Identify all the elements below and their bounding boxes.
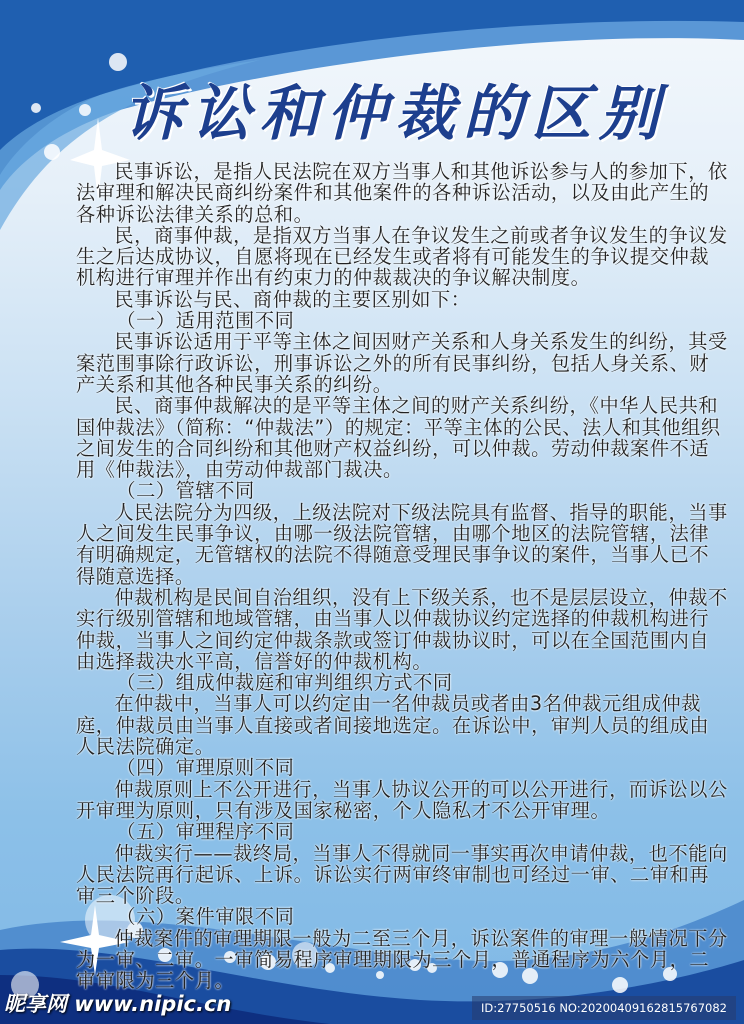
paragraph: 民、商事仲裁解决的是平等主体之间的财产关系纠纷，《中华人民共和国仲裁法》（简称：“仲裁法”）的规定：平等主体的公民、法人和其他组织之间发生的合同纠纷和其他财产权益纠纷，可以仲裁。劳动仲裁案件不适用《仲裁法》，由劳动仲裁部门裁决。 xyxy=(76,394,721,482)
paragraph: 仲裁原则上不公开进行，当事人协议公开的可以公开进行，而诉讼以公开审理为原则，只有涉及国家秘密，个人隐私才不公开审理。 xyxy=(76,777,728,822)
section-heading: （二）管辖不同 xyxy=(116,479,255,503)
paragraph: 在仲裁中，当事人可以约定由一名仲裁员或者由3名仲裁元组成仲裁庭，仲裁员由当事人直接或者间接地选定。在诉讼中，审判人员的组成由人民法院确定。 xyxy=(76,692,710,759)
section-heading: （四）审理原则不同 xyxy=(116,756,295,780)
section-heading: （三）组成仲裁庭和审判组织方式不同 xyxy=(116,671,453,695)
paragraph: 仲裁实行——裁终局，当事人不得就同一事实再次申请仲裁，也不能向人民法院再行起诉、上诉。诉讼实行两审终审制也可经过一审、二审和再审三个阶段。 xyxy=(76,841,728,908)
article-body xyxy=(76,161,728,992)
watermark-logo: 昵享网 www.nipic.cn xyxy=(4,992,232,1016)
paragraph: 仲裁案件的审理期限一般为二至三个月，诉讼案件的审理一般情况下分为一审、二审。一审简易程序审理期限为三个月，普通程序为六个月，二审审限为三个月。 xyxy=(76,926,728,993)
paragraph: 人民法院分为四级，上级法院对下级法院具有监督、指导的职能，当事人之间发生民事争议，由哪一级法院管辖，由哪个地区的法院管辖，法律有明确规定，无管辖权的法院不得随意受理民事争议的案件，当事人已不得随意选择。 xyxy=(76,500,728,588)
paragraph: 仲裁机构是民间自治组织，没有上下级关系，也不是层层设立，仲裁不实行级别管辖和地域管辖，由当事人以仲裁协议约定选择的仲裁机构进行仲裁，当事人之间约定仲裁条款或签订仲裁协议时，可以在全国范围内自由选择裁决水平高，信誉好的仲裁机构。 xyxy=(76,585,728,673)
paragraph: 民，商事仲裁，是指双方当事人在争议发生之前或者争议发生的争议发生之后达成协议，自愿将现在已经发生或者将有可能发生的争议提交仲裁机构进行审理并作出有约束力的仲裁裁决的争议解决制度。 xyxy=(76,223,728,290)
paragraph: 民事诉讼适用于平等主体之间因财产关系和人身关系发生的纠纷，其受案范围事除行政诉讼，刑事诉讼之外的所有民事纠纷，包括人身关系、财产关系和其他各种民事关系的纠纷。 xyxy=(76,330,728,396)
paragraph: 民事诉讼，是指人民法院在双方当事人和其他诉讼参与人的参加下，依法审理和解决民商纠纷案件和其他案件的各种诉讼活动，以及由此产生的各种诉讼法律关系的总和。 xyxy=(76,160,728,226)
section-heading: （六）案件审限不同 xyxy=(116,905,295,929)
poster-title: 诉讼和仲裁的区别 xyxy=(123,79,667,149)
section-heading: （五）审理程序不同 xyxy=(116,820,295,844)
image-id-label: ID:27750516 NO:20200409162815767082 xyxy=(472,996,736,1020)
paragraph: 民事诉讼与民、商仲裁的主要区别如下： xyxy=(114,287,471,311)
section-heading: （一）适用范围不同 xyxy=(116,309,295,333)
